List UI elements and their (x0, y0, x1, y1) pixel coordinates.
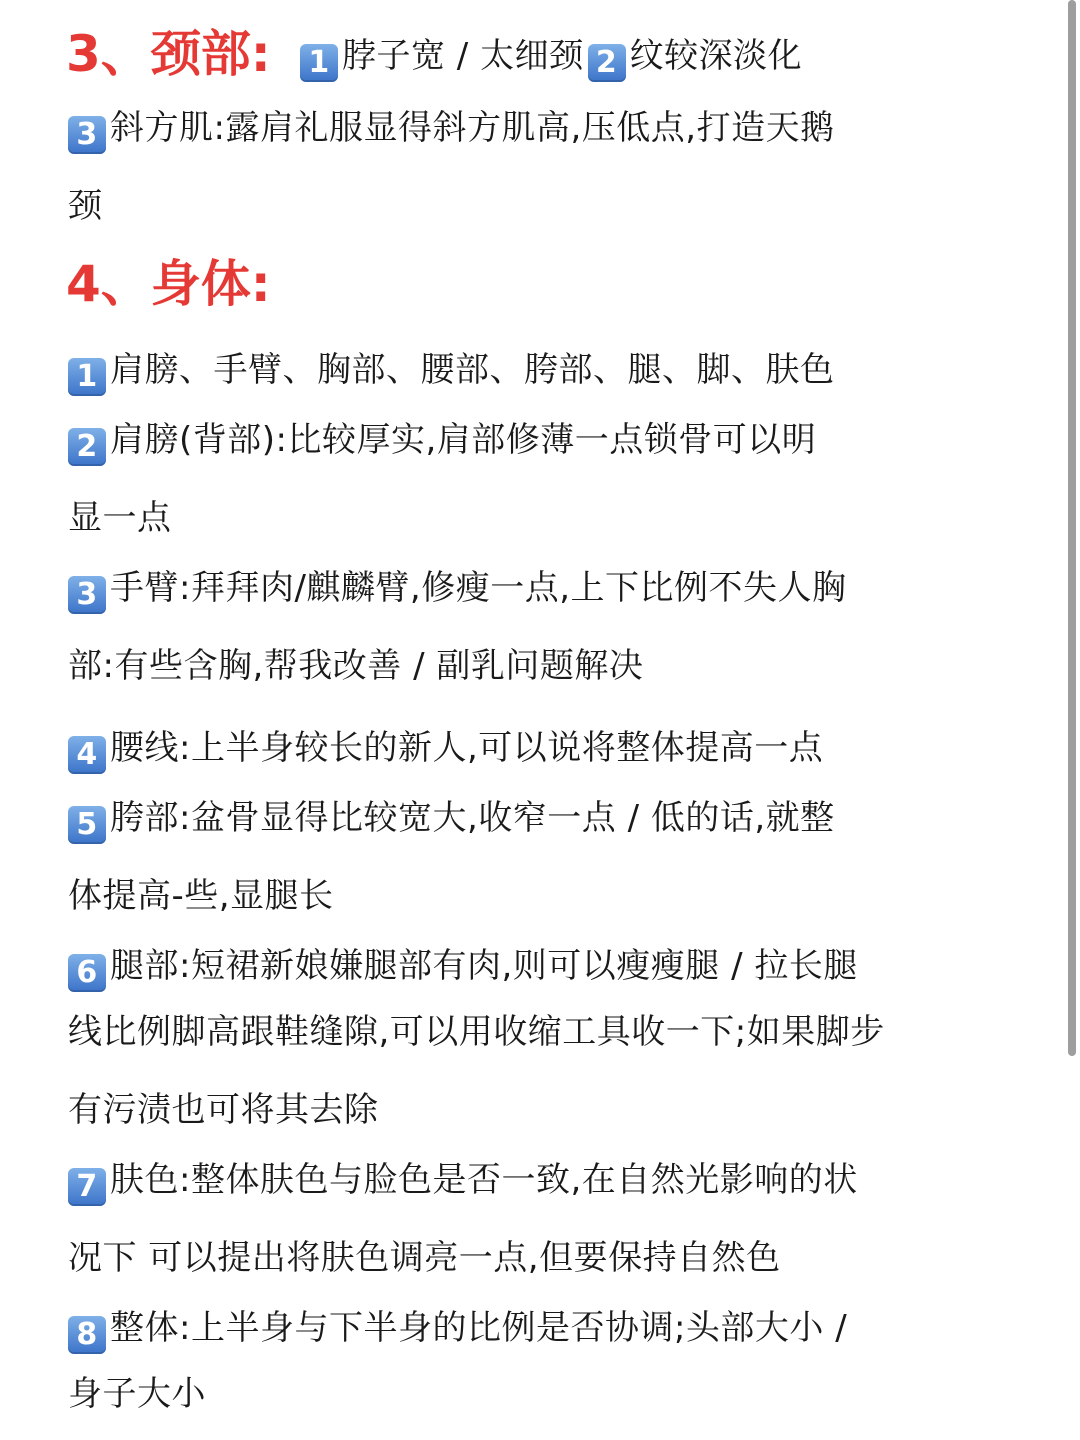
vertical-scrollbar[interactable] (1068, 0, 1076, 1056)
number-badge-1-icon: 1 (300, 44, 338, 82)
body-item-2-line2: 显一点 (68, 498, 172, 538)
number-badge-2-icon: 2 (588, 44, 626, 82)
body-item-6-cont (68, 1010, 885, 1054)
number-badge-1-icon: 1 (68, 358, 106, 396)
body-item-5-line1: 胯部:盆骨显得比较宽大,收窄一点 / 低的话,就整 (110, 798, 835, 838)
body-item-8-line2: 身子大小 (68, 1374, 206, 1414)
body-item-6-line3: 有污渍也可将其去除 (68, 1090, 379, 1130)
body-item-2-line1: 肩膀(背部):比较厚实,肩部修薄一点锁骨可以明 (110, 420, 817, 460)
body-item-1 (68, 348, 835, 396)
body-item-4 (68, 726, 823, 774)
body-item-3 (68, 566, 847, 614)
body-item-6-cont2 (68, 1088, 379, 1132)
body-item-8-cont (68, 1372, 206, 1416)
number-badge-3-icon: 3 (68, 576, 106, 614)
body-item-7-line2: 况下 可以提出将肤色调亮一点,但要保持自然色 (68, 1238, 781, 1278)
body-item-7-cont (68, 1236, 781, 1280)
body-item-7 (68, 1158, 858, 1206)
body-item-1-line1: 肩膀、手臂、胸部、腰部、胯部、腿、脚、肤色 (110, 350, 835, 390)
number-badge-2-icon: 2 (68, 428, 106, 466)
body-item-6-line1: 腿部:短裙新娘嫌腿部有肉,则可以瘦瘦腿 / 拉长腿 (110, 946, 858, 986)
body-item-5-cont (68, 874, 334, 918)
body-item-3-line1: 手臂:拜拜肉/麒麟臂,修瘦一点,上下比例不失人胸 (110, 568, 847, 608)
number-badge-4-icon: 4 (68, 736, 106, 774)
number-badge-5-icon: 5 (68, 806, 106, 844)
neck-item-3-line1: 斜方肌:露肩礼服显得斜方肌高,压低点,打造天鹅 (110, 108, 835, 148)
number-badge-7-icon: 7 (68, 1168, 106, 1206)
body-item-3-cont (68, 644, 643, 688)
neck-item-3 (68, 106, 835, 154)
body-item-3-line2: 部:有些含胸,帮我改善 / 副乳问题解决 (68, 646, 644, 686)
body-item-5 (68, 796, 835, 844)
body-item-2 (68, 418, 816, 466)
number-badge-6-icon: 6 (68, 954, 106, 992)
neck-item-3-cont (68, 184, 103, 228)
body-item-5-line2: 体提高-些,显腿长 (68, 876, 334, 916)
number-badge-8-icon: 8 (68, 1316, 106, 1354)
section-heading-neck: 3、颈部: (66, 25, 271, 83)
body-item-8 (68, 1306, 847, 1354)
neck-item-1-text: 脖子宽 / 太细颈 (342, 36, 584, 76)
body-item-6-line2: 线比例脚高跟鞋缝隙,可以用收缩工具收一下;如果脚步 (68, 1012, 885, 1052)
neck-item-2-text: 纹较深淡化 (629, 36, 803, 76)
section-heading-body: 4、身体: (66, 255, 271, 313)
body-item-7-line1: 肤色:整体肤色与脸色是否一致,在自然光影响的状 (110, 1160, 858, 1200)
body-item-2-cont (68, 496, 172, 540)
body-item-6 (68, 944, 858, 992)
neck-item-3-line2: 颈 (68, 186, 103, 226)
number-badge-3-icon: 3 (68, 116, 106, 154)
body-item-4-line1: 腰线:上半身较长的新人,可以说将整体提高一点 (110, 728, 824, 768)
neck-items-row (300, 34, 802, 82)
body-item-8-line1: 整体:上半身与下半身的比例是否协调;头部大小 / (110, 1308, 848, 1348)
